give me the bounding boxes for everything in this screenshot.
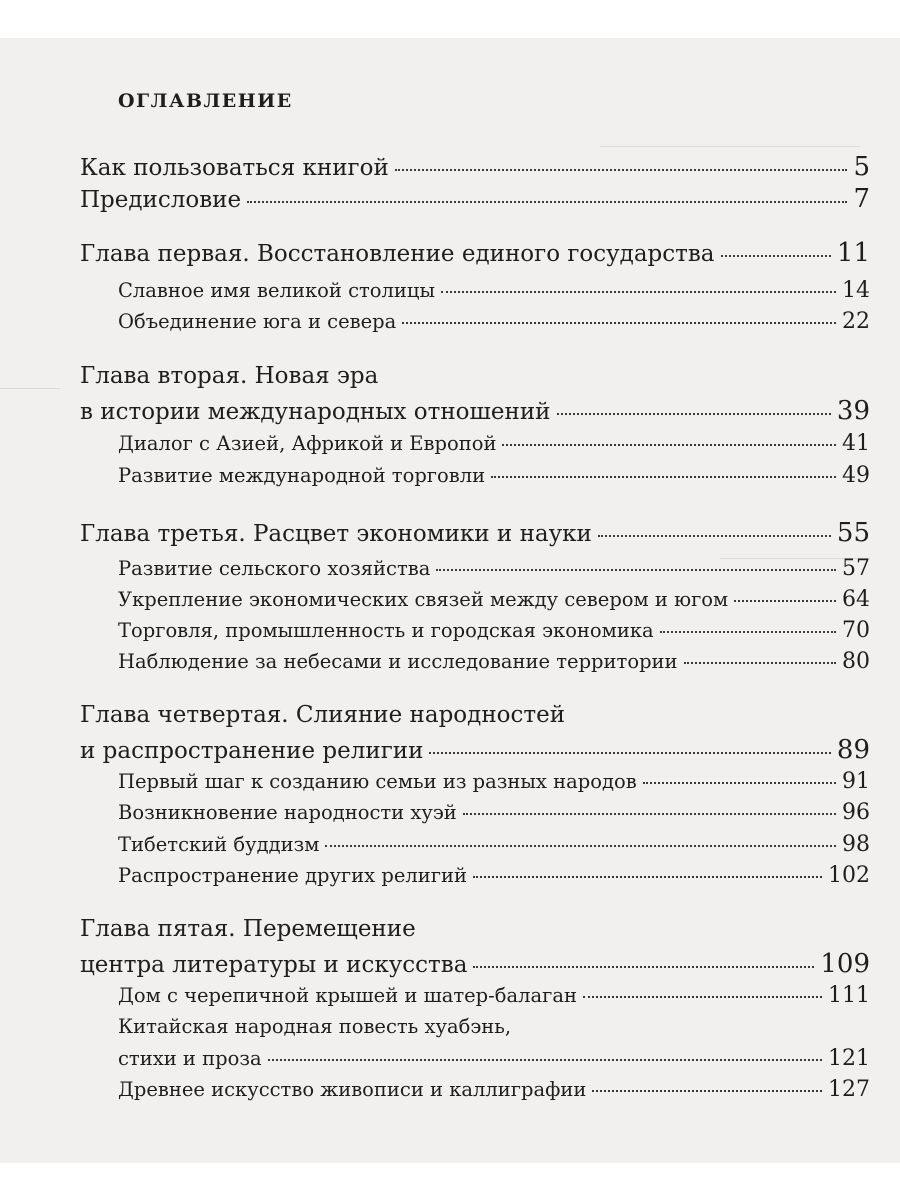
dot-leader xyxy=(734,600,836,602)
dot-leader xyxy=(395,169,848,171)
toc-entry-section[interactable] xyxy=(118,983,870,1008)
dot-leader xyxy=(502,444,836,446)
dot-leader xyxy=(441,291,836,293)
toc-entry-title: Возникновение народности хуэй xyxy=(118,801,457,824)
toc-page-number: 64 xyxy=(842,587,870,612)
toc-page-number: 127 xyxy=(828,1077,870,1102)
toc-entry-section[interactable] xyxy=(118,1077,870,1102)
bleed-through-line xyxy=(0,388,60,389)
toc-entry-section[interactable] xyxy=(118,463,870,488)
bleed-through-line xyxy=(600,146,860,147)
toc-entry-title: Дом с черепичной крышей и шатер-балаган xyxy=(118,984,577,1007)
toc-page-number: 98 xyxy=(842,832,870,857)
toc-page-number: 96 xyxy=(842,800,870,825)
toc-entry-section[interactable] xyxy=(118,278,870,303)
toc-entry-title: Как пользоваться книгой xyxy=(80,155,389,181)
toc-entry-section[interactable] xyxy=(118,649,870,674)
toc-entry-chapter-2-line1[interactable] xyxy=(80,363,870,389)
dot-leader xyxy=(463,813,836,815)
toc-page-number: 89 xyxy=(836,735,870,765)
toc-entry-title: Славное имя великой столицы xyxy=(118,279,435,302)
dot-leader xyxy=(473,966,814,968)
dot-leader xyxy=(721,255,831,257)
toc-entry-title: Торговля, промышленность и городская экономика xyxy=(118,619,654,642)
toc-entry-title: Наблюдение за небесами и исследование территории xyxy=(118,650,678,673)
toc-page-number: 57 xyxy=(842,556,870,581)
toc-page-number: 102 xyxy=(828,863,870,888)
toc-entry-section[interactable] xyxy=(118,309,870,334)
toc-page-number: 55 xyxy=(836,518,870,548)
toc-entry-section[interactable] xyxy=(118,431,870,456)
dot-leader xyxy=(660,631,836,633)
toc-page-number: 49 xyxy=(842,463,870,488)
toc-entry-title: Первый шаг к созданию семьи из разных народов xyxy=(118,770,637,793)
toc-entry-title: Диалог с Азией, Африкой и Европой xyxy=(118,432,497,455)
toc-entry-section[interactable] xyxy=(118,587,870,612)
toc-entry-chapter-4[interactable] xyxy=(80,735,870,765)
toc-entry-title: Глава первая. Восстановление единого государства xyxy=(80,241,715,267)
toc-entry-section[interactable] xyxy=(118,832,870,857)
toc-page-number: 22 xyxy=(842,309,870,334)
toc-entry-title: Глава пятая. Перемещение xyxy=(80,916,416,942)
dot-leader xyxy=(268,1059,822,1061)
toc-page-number: 14 xyxy=(842,278,870,303)
toc-entry-chapter-4-line1[interactable] xyxy=(80,702,870,728)
toc-entry-chapter-1[interactable] xyxy=(80,238,870,268)
toc-entry-title: Древнее искусство живописи и каллиграфии xyxy=(118,1078,587,1101)
toc-entry-title-continued: стихи и проза xyxy=(118,1047,262,1070)
toc-page-number: 39 xyxy=(836,396,870,426)
toc-entry-title-continued: центра литературы и искусства xyxy=(80,952,468,978)
toc-entry-section[interactable] xyxy=(118,618,870,643)
toc-entry-section[interactable] xyxy=(118,556,870,581)
toc-page-number: 5 xyxy=(853,152,870,182)
dot-leader xyxy=(491,476,836,478)
toc-page-number: 109 xyxy=(820,949,870,979)
toc-entry-section[interactable] xyxy=(118,800,870,825)
toc-entry-title: Глава вторая. Новая эра xyxy=(80,363,379,389)
toc-entry-section[interactable] xyxy=(118,769,870,794)
toc-entry-chapter-2[interactable] xyxy=(80,396,870,426)
toc-entry-title: Глава четвертая. Слияние народностей xyxy=(80,702,566,728)
dot-leader xyxy=(473,876,822,878)
toc-entry-section[interactable] xyxy=(118,863,870,888)
toc-page-number: 91 xyxy=(842,769,870,794)
toc-page-number: 80 xyxy=(842,649,870,674)
dot-leader xyxy=(402,322,836,324)
toc-page-number: 111 xyxy=(828,983,870,1008)
dot-leader xyxy=(429,752,831,754)
toc-page-number: 11 xyxy=(836,238,870,268)
toc-entry-chapter-5[interactable] xyxy=(80,949,870,979)
toc-entry-chapter-3[interactable] xyxy=(80,518,870,548)
toc-page-number: 70 xyxy=(842,618,870,643)
toc-entry-chapter-5-line1[interactable] xyxy=(80,916,870,942)
toc-page-number: 41 xyxy=(842,431,870,456)
dot-leader xyxy=(643,782,836,784)
toc-entry-preface[interactable] xyxy=(80,184,870,214)
toc-entry-title: Китайская народная повесть хуабэнь, xyxy=(118,1015,512,1038)
dot-leader xyxy=(247,201,847,203)
dot-leader xyxy=(436,569,836,571)
toc-entry-title: Объединение юга и севера xyxy=(118,310,397,333)
dot-leader xyxy=(557,413,831,415)
toc-entry-how-to-use[interactable] xyxy=(80,152,870,182)
toc-entry-title: Тибетский буддизм xyxy=(118,833,320,856)
toc-entry-title: Распространение других религий xyxy=(118,864,467,887)
toc-entry-title: Предисловие xyxy=(80,187,242,213)
toc-entry-title: Укрепление экономических связей между севером и югом xyxy=(118,588,729,611)
toc-page-number: 7 xyxy=(853,184,870,214)
toc-heading: ОГЛАВЛЕНИЕ xyxy=(118,90,293,112)
toc-entry-title-continued: в истории международных отношений xyxy=(80,399,551,425)
toc-entry-title-continued: и распространение религии xyxy=(80,738,424,764)
dot-leader xyxy=(592,1090,822,1092)
toc-entry-title: Развитие сельского хозяйства xyxy=(118,557,431,580)
book-page xyxy=(0,38,900,1163)
toc-page-number: 121 xyxy=(828,1046,870,1071)
toc-entry-title: Глава третья. Расцвет экономики и науки xyxy=(80,521,592,547)
dot-leader xyxy=(598,535,831,537)
toc-entry-section[interactable] xyxy=(118,1046,870,1071)
toc-entry-section-line1[interactable] xyxy=(118,1015,870,1038)
dot-leader xyxy=(583,996,822,998)
dot-leader xyxy=(684,662,836,664)
dot-leader xyxy=(325,845,836,847)
toc-entry-title: Развитие международной торговли xyxy=(118,464,486,487)
